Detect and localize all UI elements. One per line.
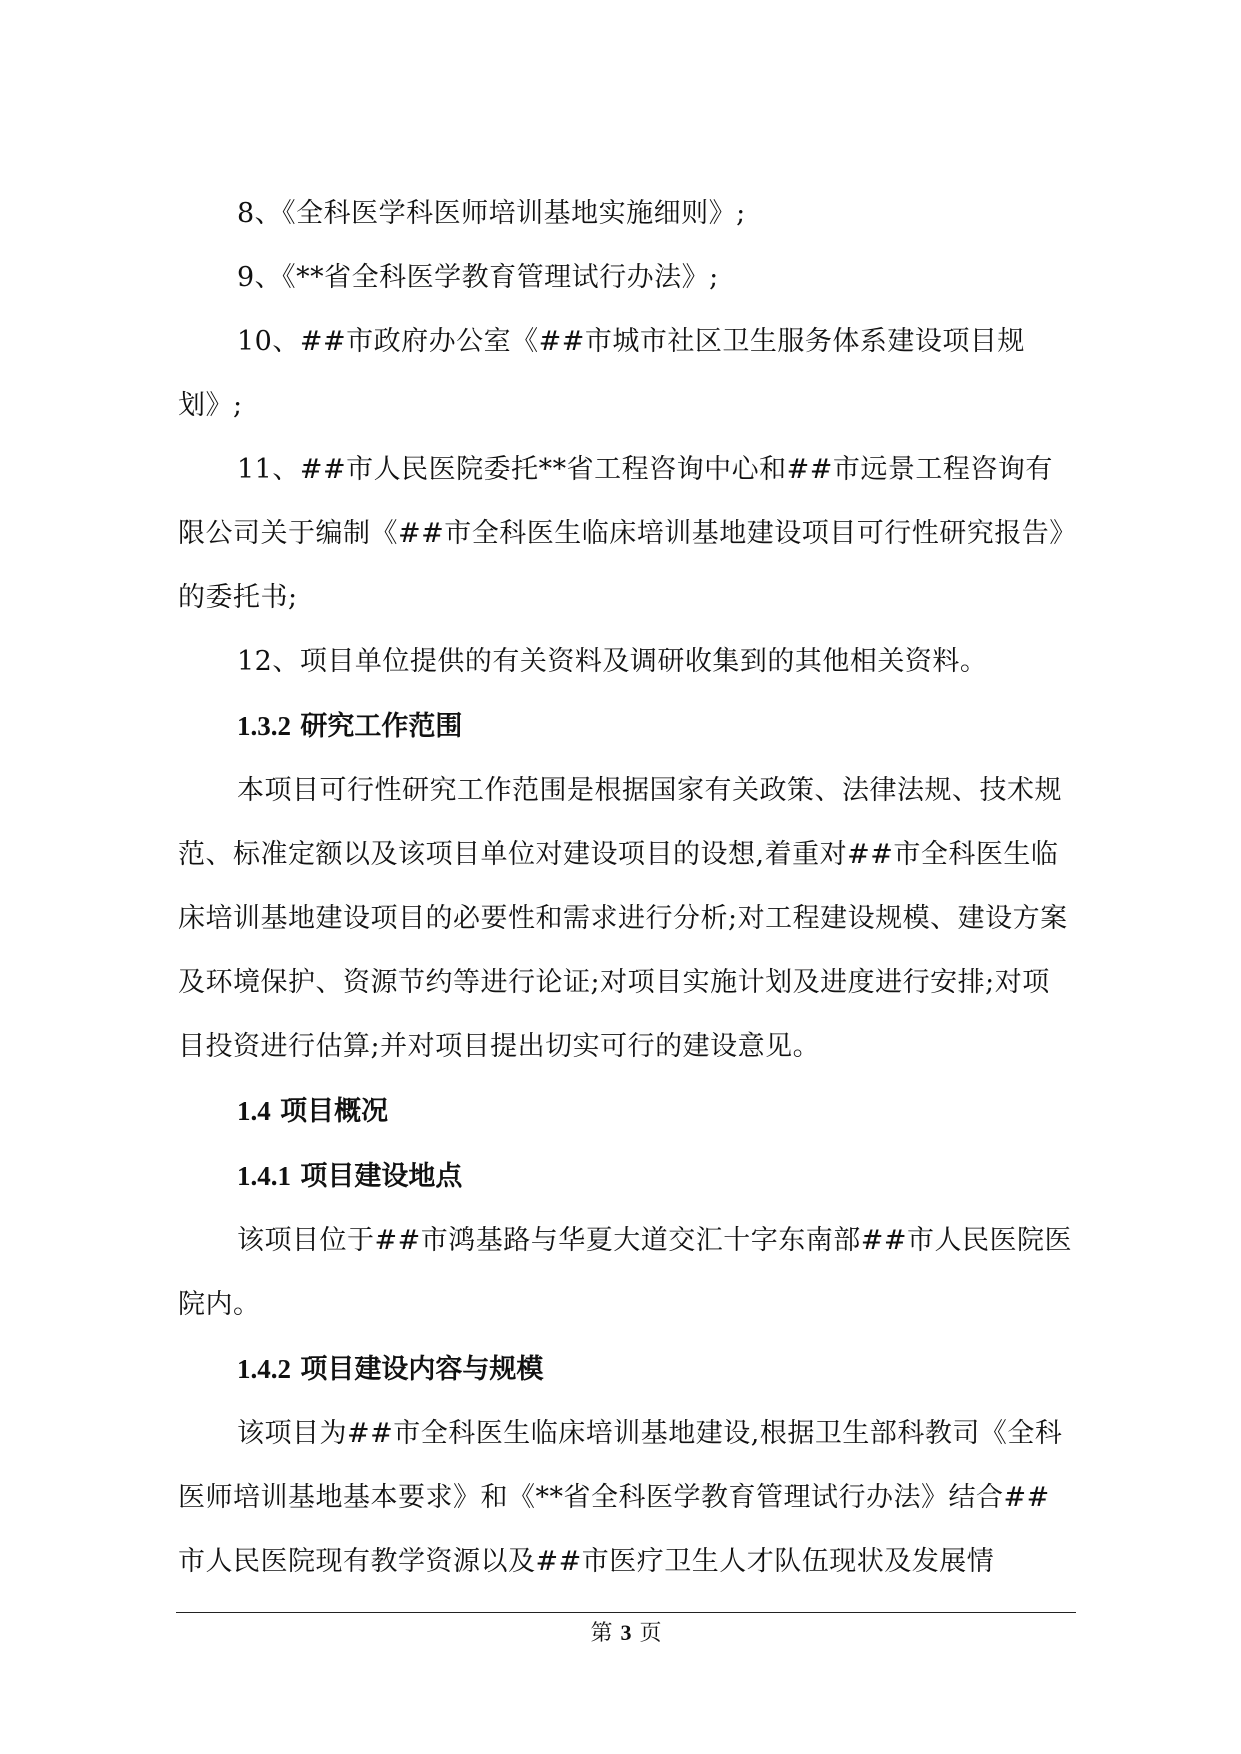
section-heading-1-3-2: [178, 694, 1073, 759]
section-title: 项目建设地点: [300, 1161, 463, 1192]
footer-prefix: 第: [590, 1621, 613, 1646]
reference-item-12: 12、项目单位提供的有关资料及调研收集到的其他相关资料。: [237, 646, 988, 677]
section-heading-1-4-1: [178, 1144, 1073, 1209]
section-number: 1.4.1: [237, 1161, 291, 1191]
section-title: 项目概况: [280, 1096, 389, 1127]
reference-item-9: 9、《**省全科医学教育管理试行办法》;: [237, 262, 719, 293]
footer-divider: [176, 1612, 1076, 1613]
reference-item-11: 11、##市人民医院委托**省工程咨询中心和##市远景工程咨询有限公司关于编制《##市全科医生临床培训基地建设项目可行性研究报告》的委托书;: [178, 454, 1064, 613]
section-heading-1-4-2: [178, 1337, 1073, 1402]
page-footer: [176, 1618, 1076, 1649]
section-title: 研究工作范围: [300, 711, 463, 742]
section-number: 1.4: [237, 1096, 271, 1126]
section-title: 项目建设内容与规模: [300, 1354, 544, 1385]
location-paragraph: 该项目位于##市鸿基路与华夏大道交汇十字东南部##市人民医院医院内。: [178, 1225, 1072, 1320]
research-scope-paragraph: 本项目可行性研究工作范围是根据国家有关政策、法律法规、技术规范、标准定额以及该项目单位对建设项目的设想,着重对##市全科医生临床培训基地建设项目的必要性和需求进行分析;对工程建设规模、建设方案及环境保护、资源节约等进行论证;对项目实施计划及进度进行安排;对项目投资进行估算;并对项目提出切实可行的建设意见。: [178, 775, 1068, 1062]
section-number: 1.4.2: [237, 1354, 291, 1384]
reference-item-10: 10、##市政府办公室《##市城市社区卫生服务体系建设项目规划》;: [178, 326, 1025, 421]
section-heading-1-4: [178, 1079, 1073, 1144]
reference-item-8: 8、《全科医学科医师培训基地实施细则》;: [237, 198, 746, 229]
footer-suffix: 页: [639, 1621, 662, 1646]
scope-content-paragraph: 该项目为##市全科医生临床培训基地建设,根据卫生部科教司《全科医师培训基地基本要求》和《**省全科医学教育管理试行办法》结合##市人民医院现有教学资源以及##市医疗卫生人才队伍现状及发展情: [178, 1418, 1063, 1577]
document-body: [178, 182, 1073, 1594]
page-number: 3: [620, 1620, 632, 1645]
section-number: 1.3.2: [237, 711, 291, 741]
